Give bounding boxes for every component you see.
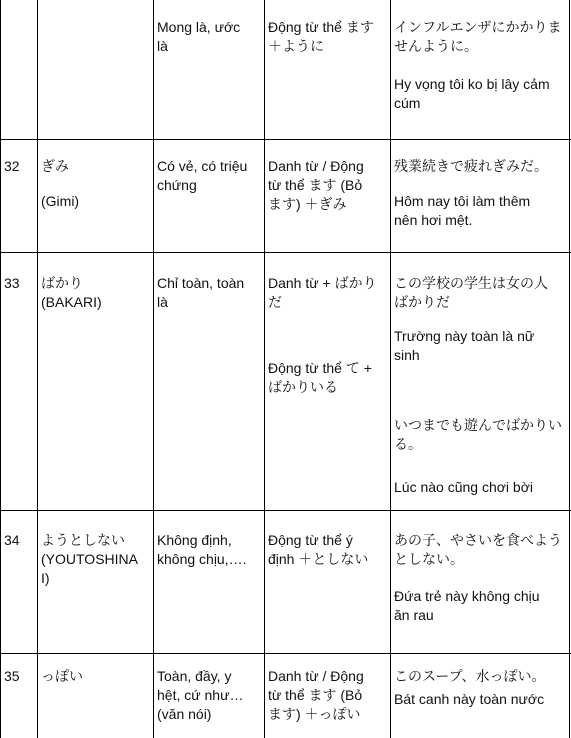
column-divider — [390, 0, 391, 738]
example-text: Đứa trẻ này không chịu — [394, 588, 540, 604]
meaning-text: hệt, cứ như… — [157, 687, 244, 703]
example-text: Lúc nào cũng chơi bời — [394, 479, 534, 495]
column-divider — [264, 0, 265, 738]
example-text: cúm — [394, 95, 421, 111]
structure-text: từ thể ます (Bỏ — [268, 177, 363, 193]
example-text: インフルエンザにかかりま — [394, 19, 562, 35]
column-divider — [37, 0, 38, 738]
example-text: ばかりだ — [394, 294, 450, 310]
meaning-text: không chịu,…. — [157, 551, 247, 567]
row-divider — [0, 653, 571, 654]
example-text: いつまでも遊んでばかりい — [394, 417, 562, 433]
example-text: ăn rau — [394, 607, 434, 623]
column-divider — [153, 0, 154, 738]
example-text: せんように。 — [394, 38, 478, 54]
row-number: 32 — [4, 158, 20, 174]
structure-text: Động từ thể ます — [268, 19, 374, 35]
row-number: 33 — [4, 275, 20, 291]
row-divider — [0, 252, 571, 253]
row-divider — [0, 139, 571, 140]
example-text: る。 — [394, 436, 422, 452]
meaning-text: Mong là, ước — [157, 19, 241, 35]
grammar-pattern: ようとしない — [41, 532, 125, 548]
example-text: このスープ、水っぽい。 — [394, 668, 546, 684]
meaning-text: là — [157, 294, 168, 310]
example-text: 残業続きで疲れぎみだ。 — [394, 158, 548, 174]
structure-text: だ — [268, 294, 282, 310]
meaning-text: Không định, — [157, 532, 232, 548]
row-number: 34 — [4, 532, 20, 548]
meaning-text: là — [157, 38, 168, 54]
grammar-pattern: ぎみ — [41, 158, 69, 174]
example-text: Hôm nay tôi làm thêm — [394, 193, 531, 209]
example-text: sinh — [394, 347, 420, 363]
meaning-text: Toàn, đầy, y — [157, 668, 232, 684]
example-text: Hy vọng tôi ko bị lây cảm — [394, 76, 550, 92]
row-number: 35 — [4, 668, 20, 684]
grammar-pattern: I) — [41, 570, 50, 586]
structure-text: ます) ＋ぎみ — [268, 196, 347, 212]
structure-text: Động từ thể ý — [268, 532, 353, 548]
meaning-text: chứng — [157, 177, 197, 193]
example-text: あの子、やさいを食べよう — [394, 532, 562, 548]
column-divider — [0, 0, 1, 738]
example-text: としない。 — [394, 551, 464, 567]
structure-text: ます) ＋っぽい — [268, 706, 361, 722]
example-text: nên hơi mệt. — [394, 212, 473, 228]
structure-text: ばかりいる — [268, 379, 338, 395]
meaning-text: Chỉ toàn, toàn — [157, 275, 245, 291]
structure-text: Danh từ / Động — [268, 668, 364, 684]
meaning-text: (văn nói) — [157, 706, 212, 722]
meaning-text: Có vẻ, có triệu — [157, 158, 248, 174]
structure-text: Danh từ + ばかり — [268, 275, 377, 291]
grammar-pattern: ばかり — [41, 275, 83, 291]
grammar-pattern: (BAKARI) — [41, 294, 102, 310]
grammar-pattern: っぽい — [41, 668, 83, 684]
grammar-pattern: (Gimi) — [41, 193, 80, 209]
example-text: この学校の学生は女の人 — [394, 275, 548, 291]
structure-text: định ＋としない — [268, 551, 369, 567]
example-text: Bát canh này toàn nước — [394, 691, 545, 707]
example-text: Trường này toàn là nữ — [394, 328, 535, 344]
column-divider — [569, 0, 570, 738]
grammar-pattern: (YOUTOSHINA — [41, 551, 138, 567]
structure-text: ＋ように — [268, 38, 324, 54]
structure-text: Động từ thể て + — [268, 360, 372, 376]
row-divider — [0, 510, 571, 511]
structure-text: từ thể ます (Bỏ — [268, 687, 363, 703]
structure-text: Danh từ / Động — [268, 158, 364, 174]
